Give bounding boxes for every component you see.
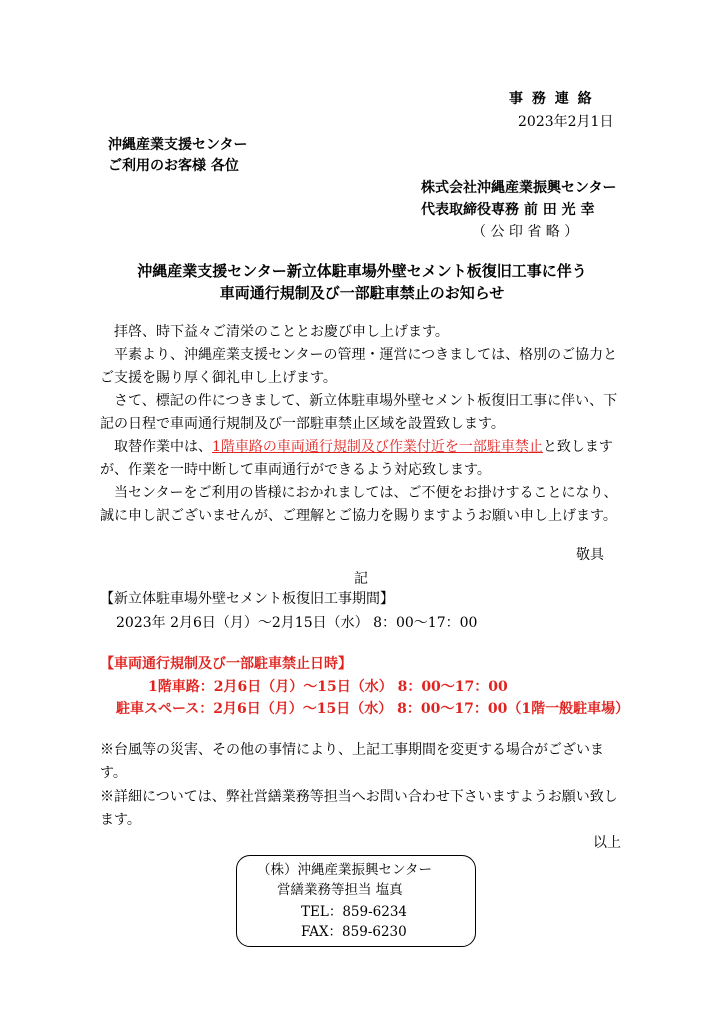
paragraph-work [100, 436, 630, 482]
paragraph-subject: さて、標記の件につきまして、新立体駐車場外壁セメント板復旧工事に伴い、下記の日程で車両通行規制及び一部駐車禁止区域を設置致します。 [100, 393, 618, 432]
restriction-heading: 【車両通行規制及び一部駐車禁止日時】 [100, 656, 352, 672]
paragraph-apology: 当センターをご利用の皆様におかれましては、ご不便をお掛けすることになり、誠に申し訳ございませんが、ご理解とご協力を賜りますようお願い申し上げます。 [100, 485, 618, 524]
paragraph-work-pre: 取替作業中は、 [114, 439, 212, 455]
contact-org: （株）沖縄産業振興センター [257, 862, 432, 878]
document-title-line-1: 沖縄産業支援センター新立体駐車場外壁セメント板復旧工事に伴う [137, 262, 587, 280]
closing-keigu: 敬具 [576, 547, 604, 563]
paragraph-thanks: 平素より、沖縄産業支援センターの管理・運営につきましては、格別のご協力とご支援を賜り厚く御礼申し上げます。 [100, 347, 618, 386]
contact-box [236, 855, 476, 947]
note-schedule-change: ※台風等の災害、その他の事情により、上記工事期間を変更する場合がございます。 [100, 742, 604, 781]
sender-company: 株式会社沖縄産業振興センター [421, 180, 617, 196]
contact-tel: TEL：859-6234 [301, 904, 408, 920]
recipient-line-1: 沖縄産業支援センター [108, 137, 248, 153]
contact-fax: FAX：859-6230 [301, 924, 407, 940]
ki-label: 記 [354, 571, 368, 587]
restriction-line-1: 1階車路：2月6日（月）～15日（水） 8：00～17：00 [148, 679, 508, 695]
sender-person: 代表取締役専務 前 田 光 幸 [421, 202, 595, 218]
seal-note: （ 公 印 省 略 ） [472, 224, 579, 240]
notice-date: 2023年2月1日 [518, 114, 614, 130]
restriction-line-2: 駐車スペース：2月6日（月）～15日（水） 8：00～17：00（1階一般駐車場） [116, 701, 630, 717]
end-ijou: 以上 [593, 835, 621, 851]
document-title-line-2: 車両通行規制及び一部駐車禁止のお知らせ [219, 284, 505, 302]
contact-dept: 営繕業務等担当 塩真 [277, 882, 403, 898]
period-value: 2023年 2月6日（月）～2月15日（水） 8：00～17：00 [116, 615, 478, 631]
recipient-line-2: ご利用のお客様 各位 [108, 158, 239, 174]
notice-type: 事 務 連 絡 [509, 91, 594, 107]
paragraph-work-post: と致しますが、作業を一時中断して車両通行ができるよう対応致します。 [100, 439, 613, 478]
period-heading: 【新立体駐車場外壁セメント板復旧工事期間】 [100, 591, 394, 607]
restriction-highlight: 1階車路の車両通行規制及び作業付近を一部駐車禁止 [212, 439, 543, 455]
note-contact: ※詳細については、弊社営繕業務等担当へお問い合わせ下さいますようお願い致します。 [100, 789, 618, 828]
paragraph-greeting: 拝啓、時下益々ご清栄のこととお慶び申し上げます。 [114, 324, 449, 340]
